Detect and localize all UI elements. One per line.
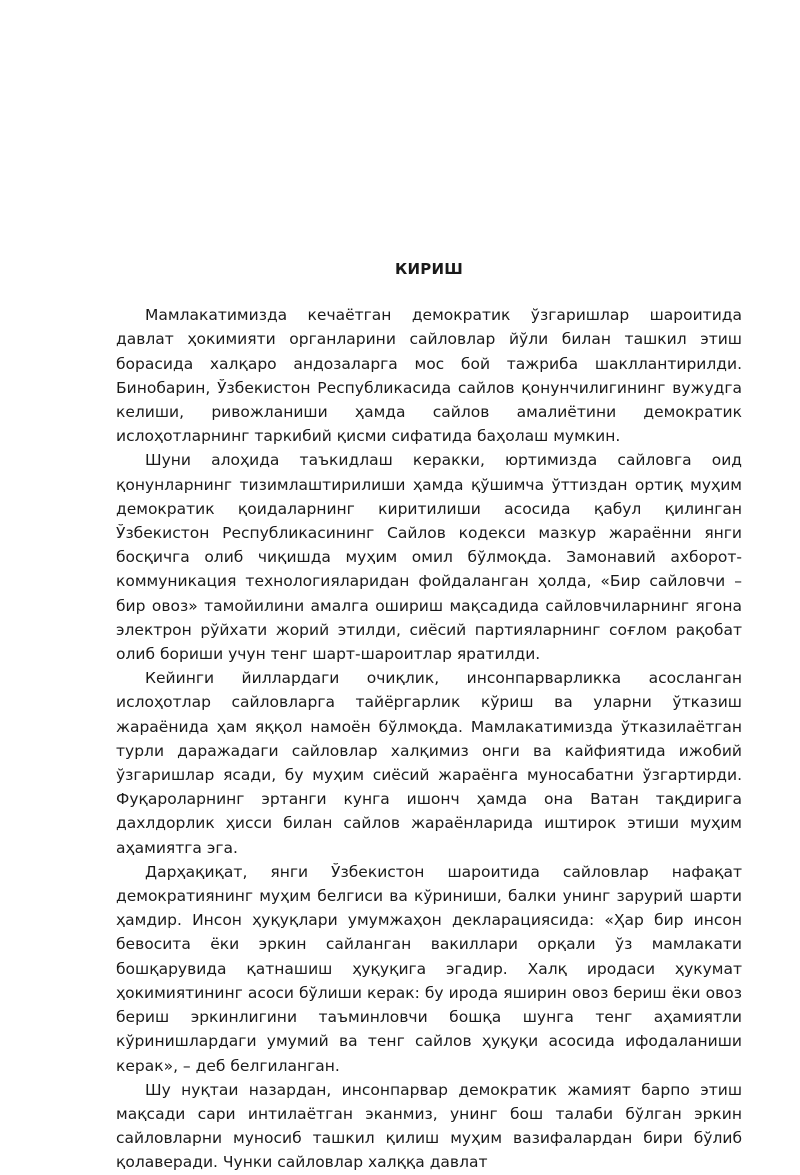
paragraph-5: Шу нуқтаи назардан, инсонпарвар демократик жамият барпо этиш мақсади сари интилаётган эканмиз, унинг бош талаби бўлган эркин сайловларни муносиб ташкил қилиш муҳим вазифалардан бири бўлиб қолаверади. Чунки сайловлар халққа давлат [116,1080,742,1172]
paragraph-1: Мамлакатимизда кечаётган демократик ўзгаришлар шароитида давлат ҳокимияти органларини сайловлар йўли билан ташкил этиш борасида халқаро андозаларга мос бой тажриба шакллантирилди. Бинобарин, Ўзбекистон Республикасида сайлов қонунчилигининг вужудга келиши, ривожланиши ҳамда сайлов амалиётини демократик ислоҳотларнинг таркибий қисми сифатида баҳолаш мумкин. [116,306,742,446]
document-body [116,257,742,1175]
paragraph-3: Кейинги йиллардаги очиқлик, инсонпарварликка асосланган ислоҳотлар сайловларга тайёргарлик кўриш ва уларни ўтказиш жараёнида ҳам яққол намоён бўлмоқда. Мамлакатимизда ўтказилаётган турли даражадаги сайловлар халқимиз онги ва кайфиятида ижобий ўзгаришлар ясади, бу муҳим сиёсий жараёнга муносабатни ўзгартирди. Фуқароларнинг эртанги кунга ишонч ҳамда она Ватан тақдирига дахлдорлик ҳисси билан сайлов жараёнларида иштирок этиши муҳим аҳамиятга эга. [116,669,742,857]
paragraph-2: Шуни алоҳида таъкидлаш керакки, юртимизда сайловга оид қонунларнинг тизимлаштирилиши ҳамда қўшимча ўттиздан ортиқ муҳим демократик қоидаларнинг киритилиши асосида қабул қилинган Ўзбекистон Республикасининг Сайлов кодекси мазкур жараённи янги босқичга олиб чиқишда муҳим омил бўлмоқда. Замонавий ахборот-коммуникация технологияларидан фойдаланган ҳолда, «Бир сайловчи – бир овоз» тамойилини амалга ошириш мақсадида сайловчиларнинг ягона электрон рўйхати жорий этилди, сиёсий партияларнинг соғлом рақобат олиб бориши учун тенг шарт-шароитлар яратилди. [116,451,742,664]
section-heading: КИРИШ [395,260,463,278]
paragraph-4: Дарҳақиқат, янги Ўзбекистон шароитида сайловлар нафақат демократиянинг муҳим белгиси ва кўриниши, балки унинг зарурий шарти ҳамдир. Инсон ҳуқуқлари умумжаҳон декларациясида: «Ҳар бир инсон бевосита ёки эркин сайланган вакиллари орқали ўз мамлакати бошқарувида қатнашиш ҳуқуқига эгадир. Халқ иродаси ҳукумат ҳокимиятининг асоси бўлиши керак: бу ирода яширин овоз бериш ёки овоз бериш эркинлигини таъминловчи бошқа шунга тенг аҳамиятли кўринишлардаги умумий ва тенг сайлов ҳуқуқи асосида ифодаланиши керак», – деб белгиланган. [116,862,742,1075]
